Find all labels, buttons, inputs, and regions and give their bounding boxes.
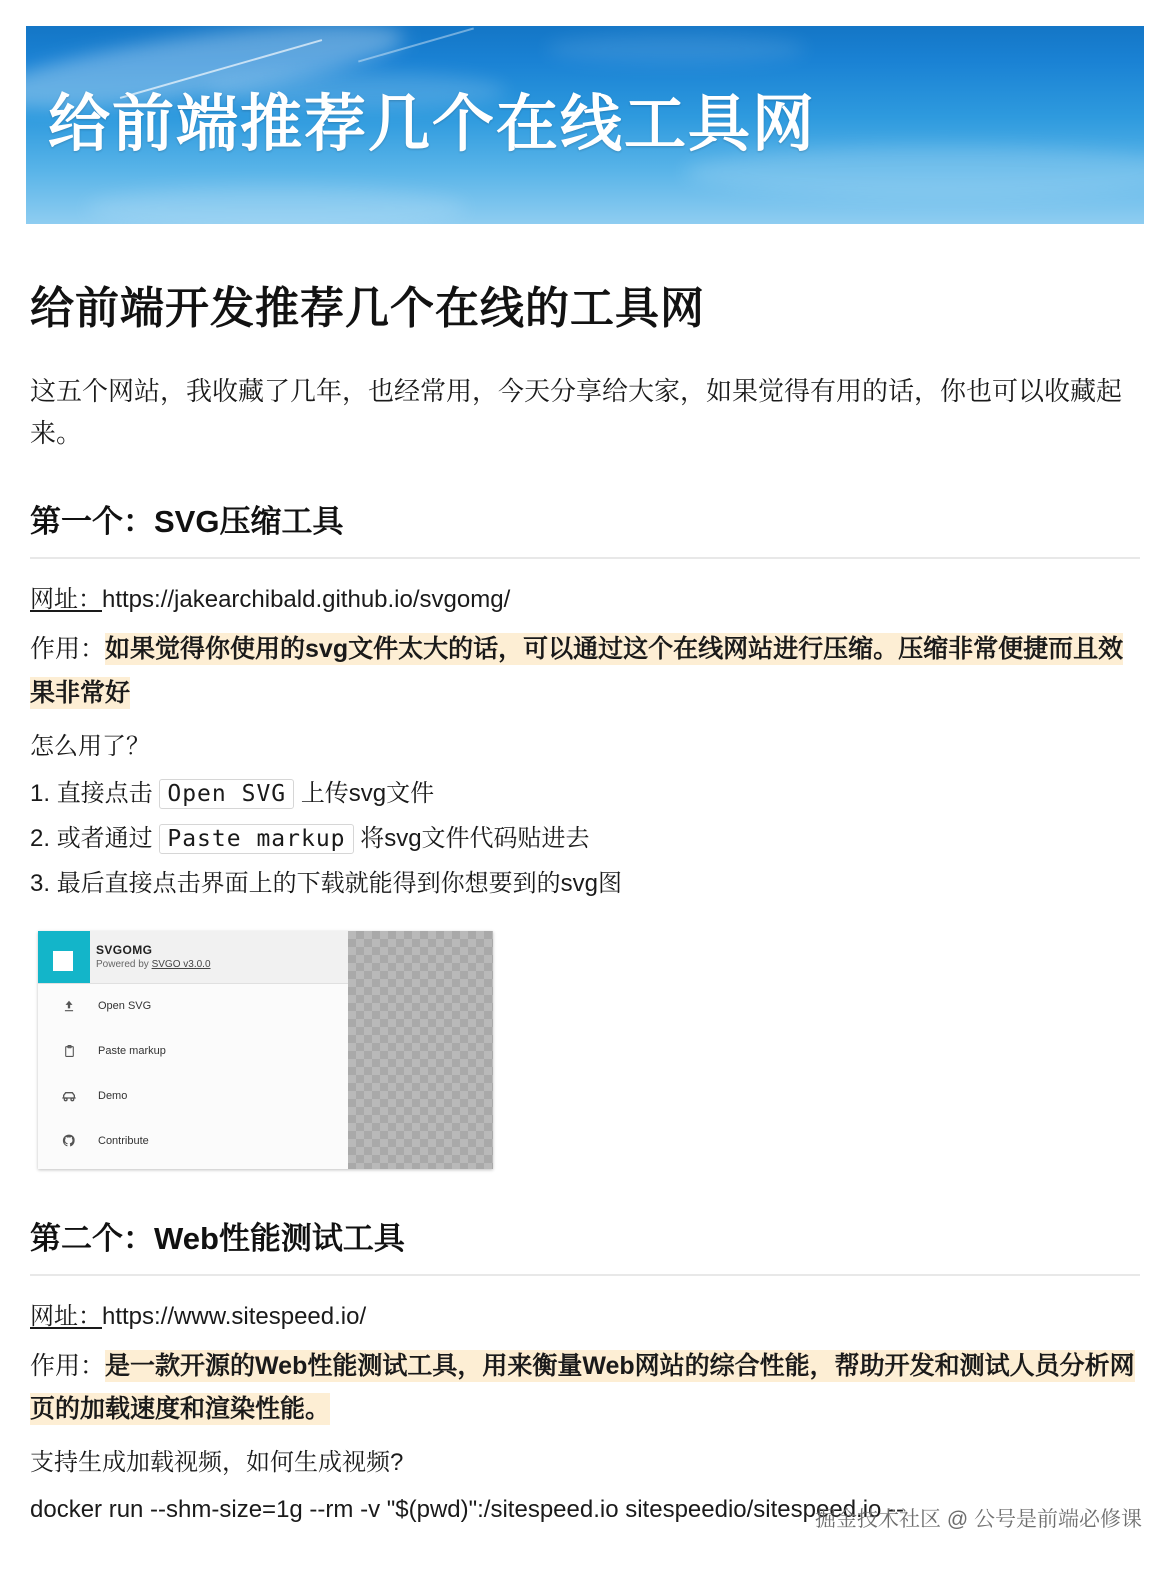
use-row-1: [30, 628, 1140, 716]
clipboard-icon: [56, 1044, 82, 1058]
use-text-1: 如果觉得你使用的svg文件太大的话，可以通过这个在线网站进行压缩。压缩非常便捷而且效果非常好: [30, 635, 1124, 707]
svgomg-header: [38, 931, 348, 984]
svgomg-item-label: Open SVG: [98, 1000, 152, 1013]
svgo-version-link[interactable]: SVGO v3.0.0: [151, 959, 211, 971]
url-label-1: 网址：: [30, 586, 102, 614]
step-number: 3.: [30, 870, 51, 898]
divider: [30, 557, 1140, 559]
svgomg-powered-by: [96, 959, 211, 970]
url-row-2: [30, 1298, 1140, 1337]
divider: [30, 1274, 1140, 1276]
url-value-1[interactable]: https://jakearchibald.github.io/svgomg/: [102, 586, 511, 614]
car-icon: [56, 1090, 82, 1102]
header-banner: [26, 26, 1144, 224]
upload-icon: [56, 999, 82, 1013]
section-heading-2: 第二个：Web性能测试工具: [30, 1220, 405, 1256]
question-1: 怎么用了？: [30, 732, 150, 760]
step-code: Open SVG: [159, 779, 294, 809]
page-title: 给前端开发推荐几个在线的工具网: [30, 284, 705, 333]
section-heading-1: 第一个：SVG压缩工具: [30, 504, 344, 540]
watermark: 掘金技术社区 @ 公号是前端必修课: [815, 1508, 1142, 1531]
cloud-decoration: [86, 186, 466, 224]
powered-prefix: Powered by: [96, 959, 152, 971]
svgomg-item-label: Demo: [98, 1090, 128, 1103]
article-content: [0, 272, 1170, 1528]
step-post-text: 将svg文件代码贴进去: [360, 825, 590, 853]
svgomg-item-open-svg[interactable]: [38, 984, 348, 1029]
list-item: [30, 819, 1140, 860]
svgomg-preview-canvas: [348, 931, 493, 1169]
step-number: 2.: [30, 825, 51, 853]
step-post-text: 上传svg文件: [300, 780, 435, 808]
svgomg-screenshot: [38, 931, 493, 1169]
svgomg-logo-icon: [38, 931, 90, 983]
use-label-2: 作用：: [30, 1351, 106, 1380]
github-icon: [56, 1134, 82, 1148]
svgomg-item-contribute[interactable]: [38, 1119, 348, 1164]
svgomg-item-demo[interactable]: [38, 1074, 348, 1119]
step-pre-text: 最后直接点击界面上的下载就能得到你想要到的svg图: [56, 870, 623, 898]
question-2: 支持生成加载视频，如何生成视频?: [30, 1449, 404, 1477]
intro-paragraph: 这五个网站，我收藏了几年，也经常用，今天分享给大家，如果觉得有用的话，你也可以收藏起来。: [30, 376, 1123, 449]
step-code: Paste markup: [159, 824, 353, 854]
list-item: [30, 774, 1140, 815]
svgomg-app-title: SVGOMG: [96, 943, 153, 958]
step-pre-text: 或者通过: [56, 825, 153, 853]
cloud-decoration: [546, 34, 806, 64]
svgomg-item-label: Contribute: [98, 1135, 149, 1148]
use-label-1: 作用：: [30, 635, 106, 664]
url-value-2[interactable]: https://www.sitespeed.io/: [102, 1302, 367, 1330]
steps-list: [30, 774, 1140, 904]
use-text-2: 是一款开源的Web性能测试工具，用来衡量Web网站的综合性能，帮助开发和测试人员分析网页的加载速度和渲染性能。: [30, 1351, 1135, 1424]
list-item: [30, 864, 1140, 905]
step-number: 1.: [30, 780, 51, 808]
svgomg-panel: [38, 931, 349, 1169]
url-label-2: 网址：: [30, 1302, 102, 1330]
docker-command: docker run --shm-size=1g --rm -v "$(pwd)":/sitespeed.io sitespeedio/sitespeed.io --: [30, 1496, 905, 1524]
svgomg-item-paste-markup[interactable]: [38, 1029, 348, 1074]
svgomg-item-label: Paste markup: [98, 1045, 166, 1058]
banner-title: 给前端推荐几个在线工具网: [48, 89, 817, 159]
use-row-2: [30, 1345, 1140, 1433]
url-row-1: [30, 581, 1140, 620]
step-pre-text: 直接点击: [56, 780, 153, 808]
